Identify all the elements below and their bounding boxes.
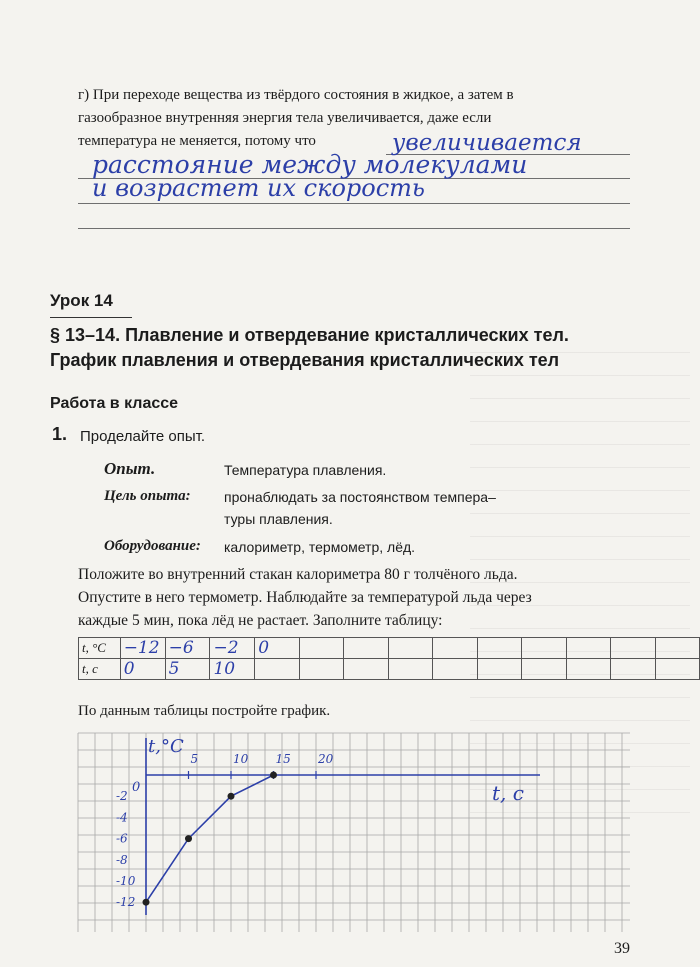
- equipment-label: Оборудование:: [104, 538, 201, 554]
- equipment-value: калориметр, термометр, лёд.: [224, 539, 416, 555]
- instructions-line-2: Опустите в него термометр. Наблюдайте за температурой льда через: [78, 589, 532, 606]
- question-g-line-3: температура не меняется, потому что: [78, 133, 316, 149]
- time-row-header: t, c: [79, 659, 121, 680]
- melting-curve: [146, 775, 274, 902]
- task-instruction: Проделайте опыт.: [80, 428, 206, 445]
- y-tick-label: -8: [116, 852, 128, 867]
- x-axis-label: t, c: [492, 781, 524, 805]
- y-tick-label: -10: [116, 874, 136, 888]
- question-g-line-2: газообразное внутренняя энергия тела увеличивается, даже если: [78, 110, 492, 126]
- lesson-heading-line-1: § 13–14. Плавление и отвердевание кристаллических тел.: [50, 325, 569, 345]
- instructions-line-3: каждые 5 мин, пока лёд не растает. Заполните таблицу:: [78, 612, 443, 629]
- time-cell[interactable]: 0: [120, 659, 165, 680]
- instructions-line-1: Положите во внутренний стакан калориметра 80 г толчёного льда.: [78, 566, 518, 583]
- x-tick-label: 5: [190, 752, 199, 766]
- lesson-label: Урок 14: [50, 291, 113, 310]
- y-tick-label: -2: [116, 789, 128, 804]
- y-tick-label: -6: [116, 831, 128, 846]
- question-g-line-1: г) При переходе вещества из твёрдого состояния в жидкое, а затем в: [78, 87, 514, 103]
- goal-label: Цель опыта:: [104, 488, 191, 504]
- data-point: [143, 899, 150, 906]
- x-tick-label: 15: [275, 752, 291, 766]
- handwritten-answer-line-2: расстояние между молекулами: [92, 150, 528, 179]
- graph-grid: [78, 733, 630, 932]
- x-tick-label: 10: [233, 752, 249, 766]
- handwritten-answer-line-3: и возрастет их скорость: [92, 174, 425, 202]
- experiment-value: Температура плавления.: [224, 462, 387, 478]
- graph-instruction: По данным таблицы постройте график.: [78, 703, 331, 719]
- temp-cell[interactable]: −6: [165, 638, 210, 659]
- graph-axes: [146, 738, 540, 915]
- lesson-heading-line-2: График плавления и отвердевания кристаллических тел: [50, 350, 560, 370]
- y-tick-label: -12: [116, 895, 136, 910]
- time-cell[interactable]: 10: [210, 659, 255, 680]
- data-point: [228, 793, 235, 800]
- handwritten-answer-line-1: увеличивается: [392, 130, 582, 156]
- task-number: 1.: [52, 424, 68, 444]
- x-tick-label: 20: [318, 752, 334, 766]
- time-cell[interactable]: 5: [165, 659, 210, 680]
- temperature-row-header: t, °C: [79, 638, 121, 659]
- data-point: [270, 772, 277, 779]
- origin-label: 0: [132, 780, 141, 795]
- goal-value-line-2: туры плавления.: [224, 511, 333, 527]
- temp-cell[interactable]: 0: [255, 638, 300, 659]
- temp-cell[interactable]: −2: [210, 638, 255, 659]
- experiment-label: Опыт.: [104, 459, 156, 478]
- goal-value-line-1: пронаблюдать за постоянством темпера–: [224, 489, 496, 505]
- temp-cell[interactable]: −12: [120, 638, 165, 659]
- page-number: 39: [614, 940, 630, 957]
- data-point: [185, 835, 192, 842]
- y-axis-label: t,°C: [148, 736, 184, 757]
- section-title: Работа в классе: [50, 395, 179, 412]
- y-tick-label: -4: [116, 810, 128, 825]
